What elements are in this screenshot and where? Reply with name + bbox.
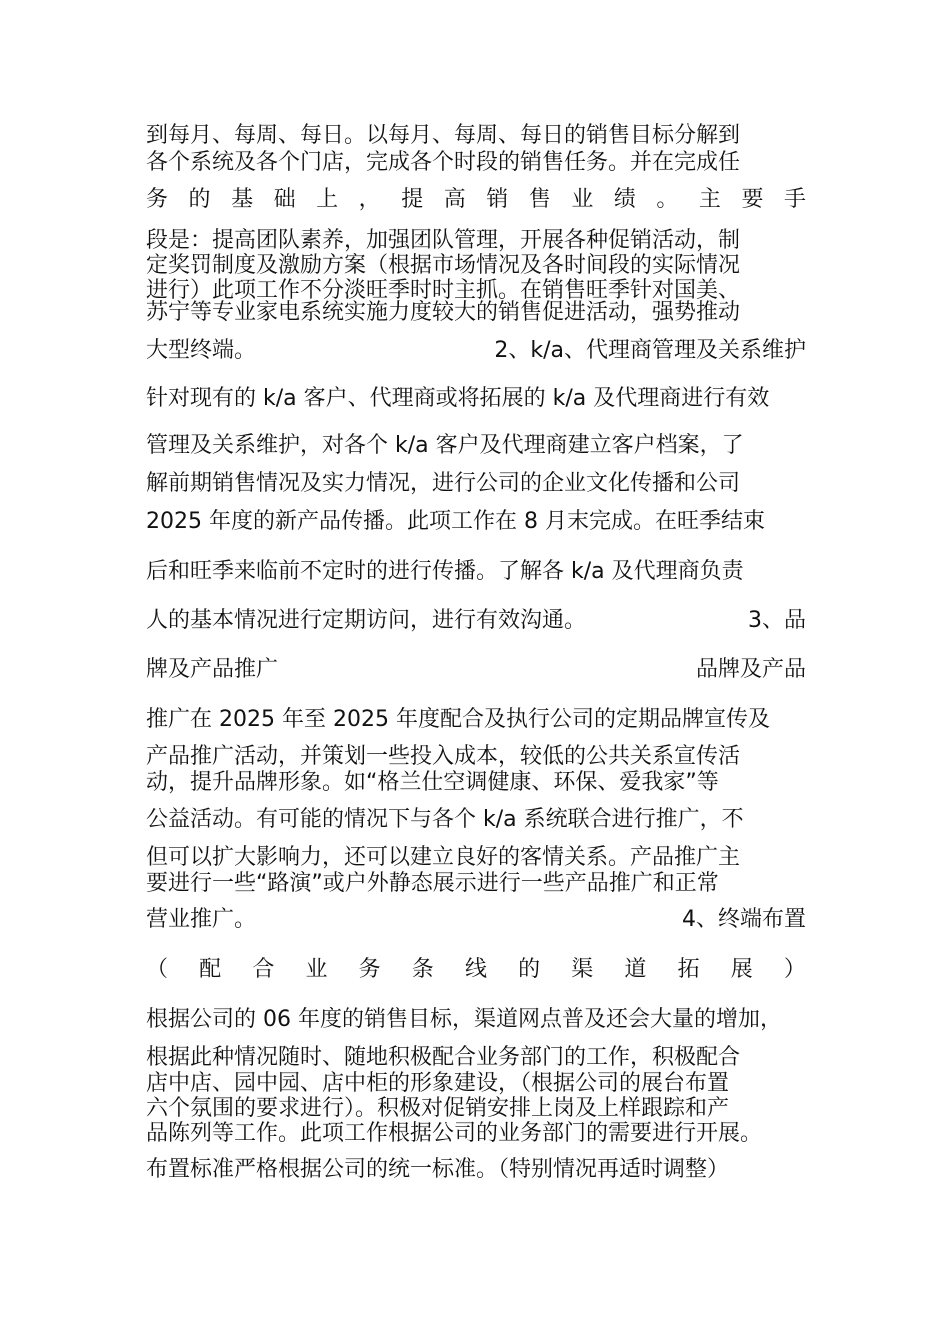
text-line-split [146,907,806,933]
text-line-split [146,338,806,364]
text-char: ， [358,187,381,212]
text-line-justified [146,957,806,983]
text-char: 础 [273,187,296,212]
text-line: 2025 年度的新产品传播。此项工作在 8 月末完成。在旺季结束 [146,509,765,534]
text-char: ） [783,957,806,982]
text-char: 的 [188,187,211,212]
text-char: 线 [464,957,487,982]
text-line-split [146,657,806,683]
text-char: 条 [411,957,434,982]
text-line: 公益活动。有可能的情况下与各个 k/a 系统联合进行推广，不 [146,807,744,832]
text-char: 业 [305,957,328,982]
text-line: 但可以扩大影响力，还可以建立良好的客情关系。产品推广主 [146,845,741,870]
text-char: 手 [783,187,806,212]
text-char: 上 [316,187,339,212]
text-line: 要进行一些“路演”或户外静态展示进行一些产品推广和正常 [146,871,719,896]
text-char: 销 [486,187,509,212]
text-char: 的 [518,957,541,982]
text-line: 产品推广活动，并策划一些投入成本，较低的公共关系宣传活 [146,744,741,769]
text-char: 绩 [613,187,636,212]
text-char: 售 [528,187,551,212]
text-char: 道 [624,957,647,982]
text-line: 进行）此项工作不分淡旺季时时主抓。在销售旺季针对国美、 [146,278,741,303]
text-line: 推广在 2025 年至 2025 年度配合及执行公司的定期品牌宣传及 [146,707,770,732]
text-line: 到每月、每周、每日。以每月、每周、每日的销售目标分解到 [146,123,741,148]
text-char: 。 [656,187,679,212]
text-line: 针对现有的 k/a 客户、代理商或将拓展的 k/a 及代理商进行有效 [146,386,770,411]
text-line-justified [146,187,806,213]
text-line: 动，提升品牌形象。如“格兰仕空调健康、环保、爱我家”等 [146,770,719,795]
section-heading: 3、品 [748,608,806,633]
text-line: 六个氛围的要求进行）。积极对促销安排上岗及上样跟踪和产 [146,1096,730,1121]
text-char: （ [146,957,169,982]
section-heading: 2、k/a、代理商管理及关系维护 [494,338,806,363]
text-line: 解前期销售情况及实力情况，进行公司的企业文化传播和公司 [146,471,741,496]
text-char: 高 [443,187,466,212]
text-char: 务 [358,957,381,982]
text-char: 业 [571,187,594,212]
text-line: 各个系统及各个门店，完成各个时段的销售任务。并在完成任 [146,150,741,175]
text-char: 要 [741,187,764,212]
text-line: 根据公司的 06 年度的销售目标，渠道网点普及还会大量的增加， [146,1007,782,1032]
text-line: 店中店、园中园、店中柜的形象建设，（根据公司的展台布置 [146,1071,730,1096]
text-line: 段是：提高团队素养，加强团队管理，开展各种促销活动，制 [146,228,741,253]
section-heading: 4、终端布置 [682,907,806,932]
text-char: 合 [252,957,275,982]
text-char: 配 [199,957,222,982]
text-char: 渠 [571,957,594,982]
text-line: 管理及关系维护，对各个 k/a 客户及代理商建立客户档案，了 [146,433,744,458]
text-char: 拓 [677,957,700,982]
text-char: 主 [698,187,721,212]
text-line: 苏宁等专业家电系统实施力度较大的销售促进活动，强势推动 [146,300,741,325]
text-char: 展 [730,957,753,982]
text-segment: 营业推广。 [146,907,257,932]
text-line: 定奖罚制度及激励方案（根据市场情况及各时间段的实际情况 [146,253,741,278]
text-line: 根据此种情况随时、随地积极配合业务部门的工作，积极配合 [146,1045,741,1070]
text-line: 品陈列等工作。此项工作根据公司的业务部门的需要进行开展。 [146,1121,763,1146]
text-char: 务 [146,187,169,212]
text-line: 后和旺季来临前不定时的进行传播。了解各 k/a 及代理商负责 [146,559,744,584]
text-char: 基 [231,187,254,212]
text-line-split [146,608,806,634]
text-segment: 人的基本情况进行定期访问，进行有效沟通。 [146,608,587,633]
text-segment: 牌及产品推广 [146,657,279,682]
text-segment: 品牌及产品 [695,657,806,682]
text-segment: 大型终端。 [146,338,257,363]
text-char: 提 [401,187,424,212]
text-line: 布置标准严格根据公司的统一标准。（特别情况再适时调整） [146,1157,730,1182]
